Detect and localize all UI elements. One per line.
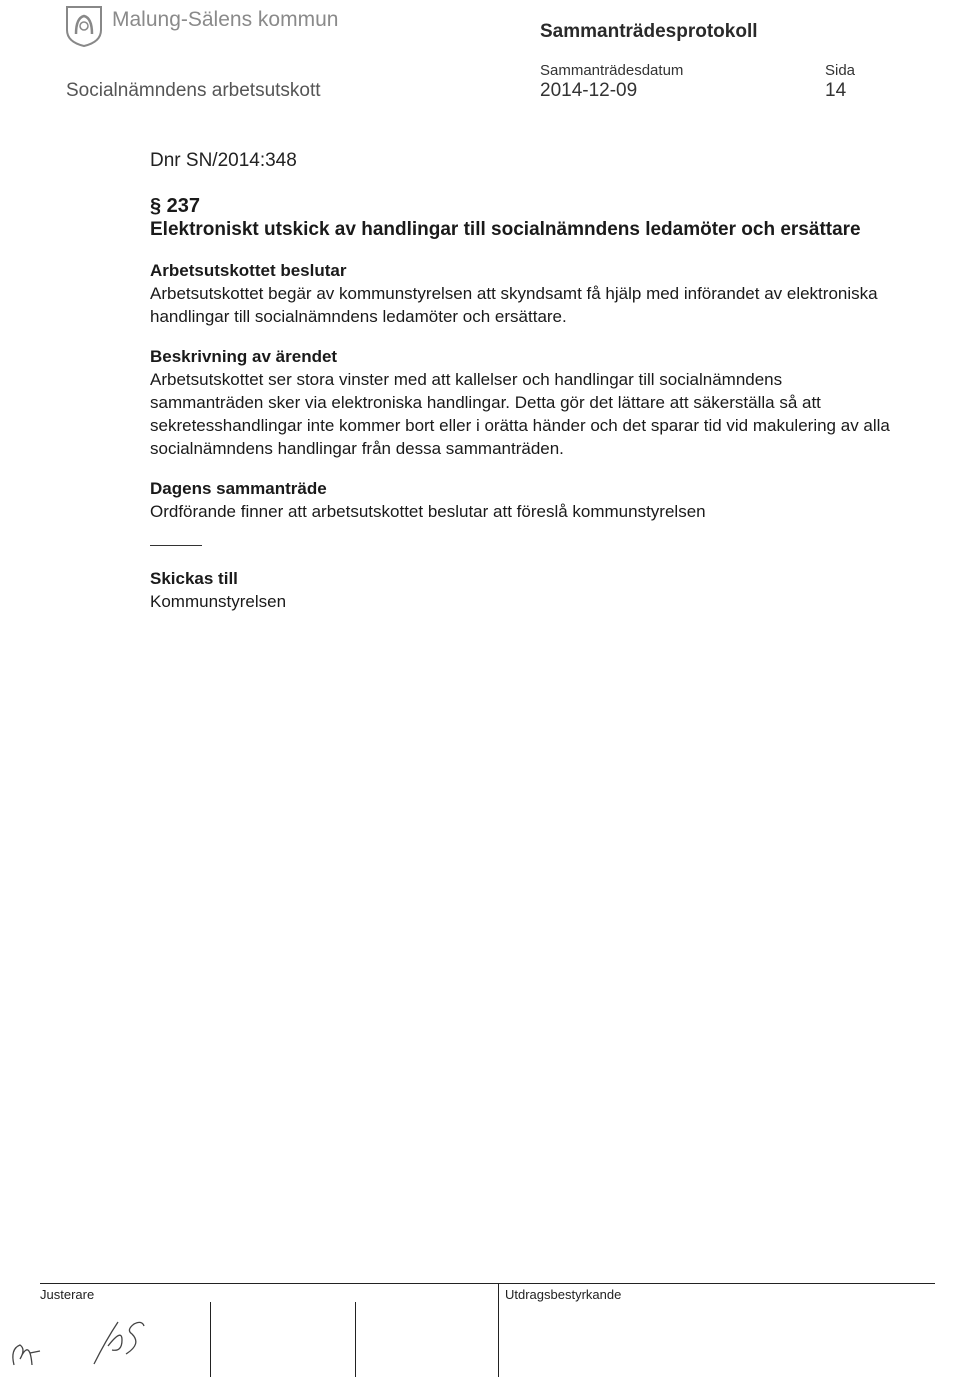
protocol-body (150, 150, 890, 613)
description-heading: Beskrivning av ärendet (150, 347, 338, 366)
date-label: Sammanträdesdatum (540, 62, 684, 79)
footer-rule (40, 1283, 935, 1284)
initials-signature-1 (8, 1335, 48, 1375)
send-to-heading: Skickas till (150, 569, 238, 588)
committee-name: Socialnämndens arbetsutskott (66, 80, 321, 101)
decision-text: Arbetsutskottet begär av kommunstyrelsen att skyndsamt få hjälp med införandet av elektroniska handlingar till socialnämndens ledamöter och ersättare. (150, 284, 878, 326)
signature-divider-1 (210, 1302, 211, 1377)
page-number: 14 (825, 80, 847, 101)
case-title: Elektroniskt utskick av handlingar till socialnämndens ledamöter och ersättare (150, 219, 861, 240)
send-to-recipient: Kommunstyrelsen (150, 592, 287, 611)
description-text: Arbetsutskottet ser stora vinster med att kallelser och handlingar till socialnämndens sammanträden sker via elektroniska handlingar. Detta gör det lättare att säkerställa så att sekretesshandlingar inte kommer bort eller i orätta händer och det sparar tid vid makulering av alla socialnämndens handlingar från dessa sammanträden. (150, 370, 890, 458)
document-type: Sammanträdesprotokoll (540, 21, 758, 42)
municipality-name: Malung-Sälens kommun (112, 8, 339, 31)
decision-heading: Arbetsutskottet beslutar (150, 261, 347, 280)
adjuster-label: Justerare (40, 1287, 95, 1302)
case-number: Dnr SN/2014:348 (150, 150, 297, 171)
meeting-text: Ordförande finner att arbetsutskottet beslutar att föreslå kommunstyrelsen (150, 502, 706, 521)
meeting-heading: Dagens sammanträde (150, 479, 327, 498)
municipality-logo-icon (64, 4, 104, 48)
page-label: Sida (825, 62, 856, 79)
signature-divider-2 (355, 1302, 356, 1377)
signature-block (40, 1280, 935, 1377)
certifier-label: Utdragsbestyrkande (505, 1287, 622, 1302)
initials-signature-2 (88, 1310, 150, 1370)
meeting-date: 2014-12-09 (540, 80, 638, 101)
signature-divider-3 (498, 1283, 499, 1377)
paragraph-number: § 237 (150, 195, 201, 217)
separator-line (150, 545, 202, 546)
